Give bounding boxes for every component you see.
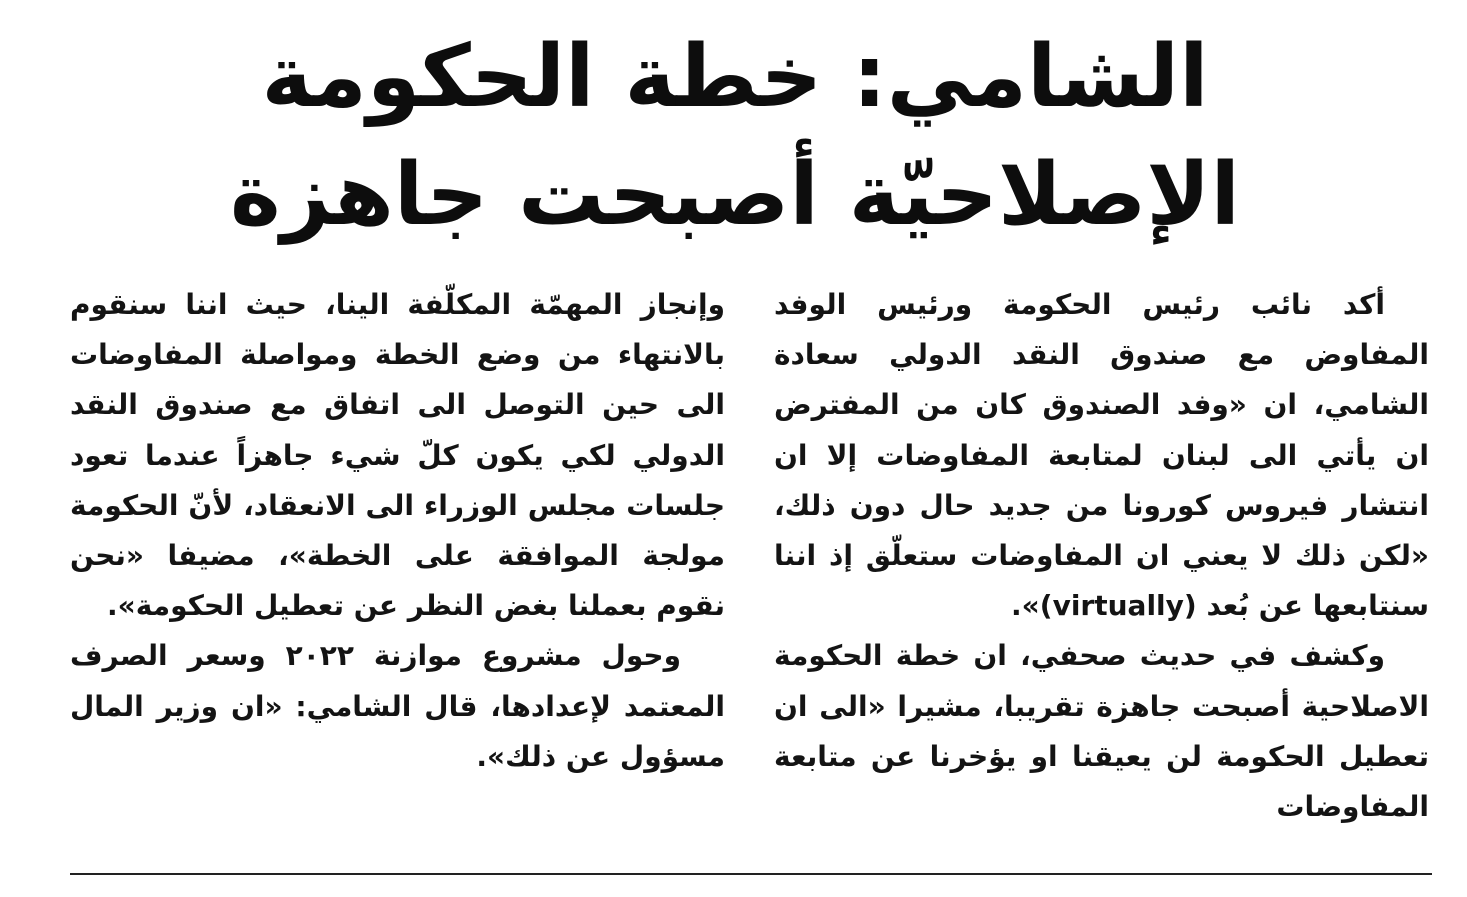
article-paragraph: وإنجاز المهمّة المكلّفة الينا، حيث اننا سنقوم بالانتهاء من وضع الخطة ومواصلة المفاوضات الى حين التوصل الى اتفاق مع صندوق النقد الدولي لكي يكون كلّ شيء جاهزاً عندما تعود جلسات مجلس الوزراء الى الانعقاد، لأنّ الحكومة مولجة الموافقة على الخطة»، مضيفا «نحن نقوم بعملنا بغض النظر عن تعطيل الحكومة». <box>70 288 725 623</box>
bottom-divider <box>70 873 1432 875</box>
headline-line-2: الإصلاحيّة أصبحت جاهزة <box>230 145 1240 245</box>
article-paragraph: وحول مشروع موازنة ٢٠٢٢ وسعر الصرف المعتمد لإعدادها، قال الشامي: «ان وزير المال مسؤول عن ذلك». <box>70 639 725 773</box>
article-paragraph: أكد نائب رئيس الحكومة ورئيس الوفد المفاوض مع صندوق النقد الدولي سعادة الشامي، ان «وفد الصندوق كان من المفترض ان يأتي الى لبنان لمتابعة المفاوضات إلا ان انتشار فيروس كورونا من جديد حال دون ذلك، «لكن ذلك لا يعني ان المفاوضات ستعلّق إذ اننا سنتابعها عن بُعد (virtually)». <box>774 288 1429 623</box>
article-column-right <box>774 280 1429 840</box>
article-column-left <box>70 280 725 840</box>
article-paragraph: وكشف في حديث صحفي، ان خطة الحكومة الاصلاحية أصبحت جاهزة تقريبا، مشيرا «الى ان تعطيل الحكومة لن يعيقنا او يؤخرنا عن متابعة المفاوضات <box>774 639 1429 824</box>
headline-line-1: الشامي: خطة الحكومة <box>261 27 1209 127</box>
